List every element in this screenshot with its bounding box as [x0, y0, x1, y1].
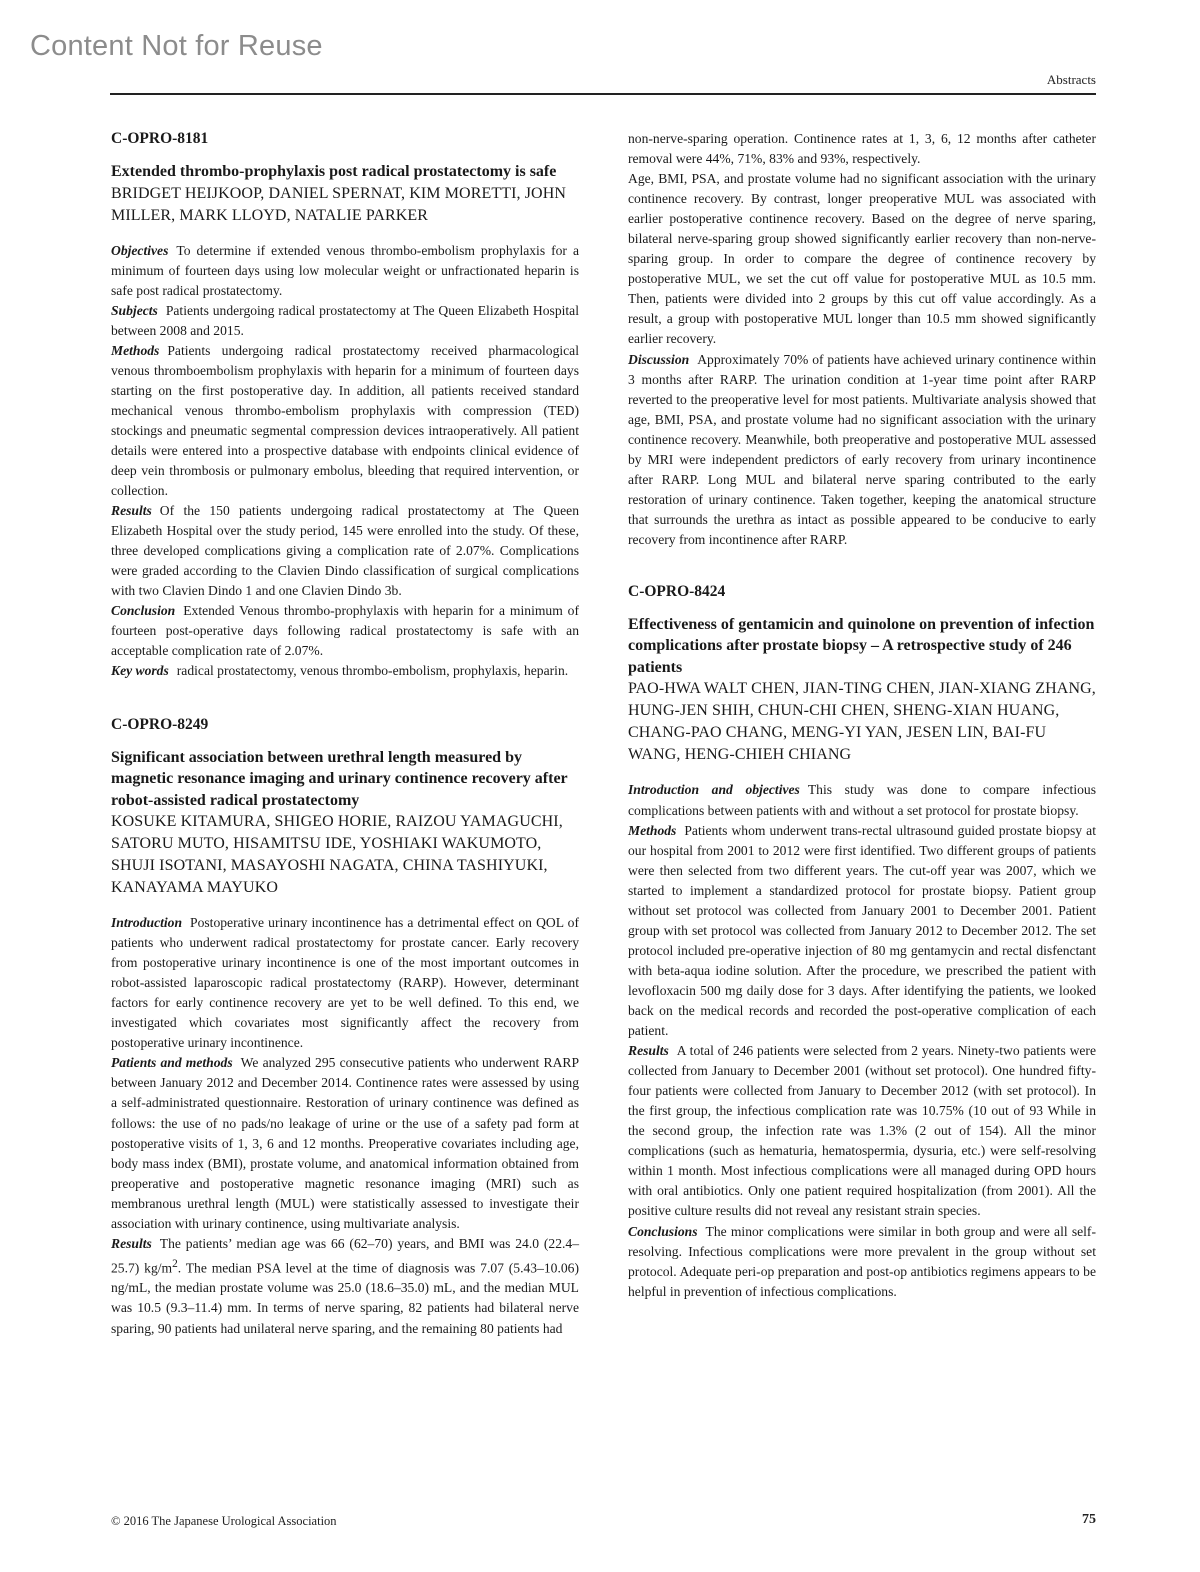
right-column — [628, 129, 1096, 1302]
section-text: We analyzed 295 consecutive patients who underwent RARP between January 2012 and December 2014. Continence rates were assessed by using a self-administrated questionnaire. Restoration of urinary continence was defined as follows: the use of no pads/no leakage of urine or the use of a safety pad form at postoperative visits of 1, 3, 6 and 12 months. Preoperative covariates including age, body mass index (BMI), prostate volume, and anatomical information obtained from preoperative and postoperative magnetic resonance imaging (MRI) such as membranous urethral length (MUL) were statistically assessed to investigate their association with urinary continence, using multivariate analysis. — [111, 1055, 580, 1231]
section-heading: Discussion — [628, 351, 690, 367]
header-rule — [110, 93, 1096, 95]
abstract-code: C-OPRO-8424 — [628, 582, 726, 600]
section-text: To determine if extended venous thrombo-embolism prophylaxis for a minimum of fourteen days using low molecular weight or unfractionated heparin is safe post radical prostatectomy. — [111, 242, 579, 298]
footer-copyright: © 2016 The Japanese Urological Association — [111, 1514, 337, 1528]
section-text: A total of 246 patients were selected from 2 years. Ninety-two patients were collected from January to December 2001 (without set protocol). One hundred fifty-four patients were collected from January to December 2012 (with set protocol). In the first group, the infectious complication rate was 10.75% (10 out of 93 While in the second group, the infection rate was 1.3% (2 out of 154). All the minor complications (such as hematuria, hematospermia, dysuria, etc.) were self-resolving within 1 month. Most infectious complications were all managed during OPD hours with oral antibiotics. Only one patient required hospitalization (from 2001). All the positive culture results did not reveal any resistant strain species. — [628, 1043, 1096, 1219]
section-text: Patients undergoing radical prostatectomy received pharmacological venous thromboembolism prophylaxis with heparin for a minimum of fourteen days starting on the first postoperative day. In addition, all patients received standard mechanical venous thrombo-embolism prophylaxis with compression (TED) stockings and pneumatic segmental compression devices intraoperatively. All patient details were entered into a prospective database with endpoints clinical evidence of deep vein thrombosis or pulmonary embolus, bleeding that required intervention, or collection. — [111, 342, 579, 499]
abstract-title: Effectiveness of gentamicin and quinolone on prevention of infection complications after prostate biopsy – A retrospective study of 246 patients — [628, 615, 1095, 676]
watermark: Content Not for Reuse — [30, 30, 323, 62]
section-key-words — [111, 661, 579, 681]
section-conclusions — [628, 1222, 1096, 1302]
section-text-cont: . The median PSA level at the time of diagnosis was 7.07 (5.43–10.06) ng/mL, the median prostate volume was 25.0 (18.6–35.0) mL, and the median MUL was 10.5 (9.3–11.4) mm. In terms of nerve sparing, 82 patients had bilateral nerve sparing, 90 patients had unilateral nerve sparing, and the remaining 80 patients had — [111, 1260, 579, 1336]
section-text: Postoperative urinary incontinence has a detrimental effect on QOL of patients who underwent radical prostatectomy for prostate cancer. Early recovery from postoperative urinary incontinence is one of the most important outcomes in robot-assisted laparoscopic radical prostatectomy (RARP). However, determinant factors for early continence recovery are yet to be well defined. To this end, we investigated which covariates most significantly affect the recovery from postoperative urinary incontinence. — [111, 915, 579, 1051]
section-conclusion — [111, 601, 579, 661]
section-heading: Introduction — [111, 915, 183, 931]
section-text: The patients’ median age was 66 (62–70) years, and BMI was 24.0 (22.4–25.7) kg/m — [111, 1235, 579, 1276]
abstract-c-opro-8424 — [628, 582, 1096, 1302]
section-heading: Key words — [111, 663, 169, 679]
section-discussion — [628, 350, 1096, 550]
abstract-code: C-OPRO-8249 — [111, 715, 209, 733]
section-text: Patients whom underwent trans-rectal ultrasound guided prostate biopsy at our hospital from 2001 to 2012 were first identified. Two different groups of patients were then selected from two different years. The cut-off year was 2007, which we started to implement a standardized protocol for prostate biopsy. Patient group without set protocol was collected from January 2001 to December 2001. Patient group with set protocol was collected from January 2012 to December 2012. The set protocol included pre-operative injection of 80 mg gentamycin and rectal disfenctant with beta-aqua iodine solution. After the procedure, we prescribed the patient with levofloxacin 500 mg daily dose for 3 days. After identifying the patients, we looked back on the medical records and recorded the post-operative complication of each patient. — [628, 822, 1096, 1039]
section-heading: Patients and methods — [111, 1055, 233, 1071]
abstract-authors: PAO-HWA WALT CHEN, JIAN-TING CHEN, JIAN-XIANG ZHANG, HUNG-JEN SHIH, CHUN-CHI CHEN, SHENG-XIAN HUANG, CHANG-PAO CHANG, MENG-YI YAN, JESEN LIN, BAI-FU WANG, HENG-CHIEH CHIANG — [628, 680, 1096, 764]
section-heading: Introduction and objectives — [628, 782, 800, 798]
section-introduction-and-objectives — [628, 780, 1096, 820]
continuation-paragraph: non-nerve-sparing operation. Continence rates at 1, 3, 6, 12 months after catheter removal were 44%, 71%, 83% and 93%, respectively. — [628, 131, 1096, 167]
section-results — [111, 1234, 579, 1339]
page-number: 75 — [1082, 1512, 1096, 1527]
section-text: The minor complications were similar in both group and were all self-resolving. Infectious complications were more prevalent in the group without set protocol. Adequate peri-op preparation and post-op antibiotics regimens appears to be helpful in prevention of infectious complications. — [628, 1223, 1096, 1299]
section-heading: Subjects — [111, 302, 158, 318]
section-text: radical prostatectomy, venous thrombo-embolism, prophylaxis, heparin. — [176, 663, 569, 679]
superscript: 2 — [172, 1257, 178, 1270]
section-text: Extended Venous thrombo-prophylaxis with heparin for a minimum of fourteen post-operative days following radical prostatectomy is safe with an acceptable complication rate of 2.07%. — [111, 603, 579, 659]
section-text: Patients undergoing radical prostatectomy at The Queen Elizabeth Hospital between 2008 and 2015. — [111, 302, 579, 338]
section-text: This study was done to compare infectious complications between patients with and without a set protocol for prostate biopsy. — [628, 782, 1096, 818]
section-heading: Conclusion — [111, 603, 176, 619]
section-text: Approximately 70% of patients have achieved urinary continence within 3 months after RARP. The urination condition at 1-year time point after RARP reverted to the preoperative level for most patients. Multivariate analysis showed that age, BMI, PSA, and prostate volume had no significant association with the urinary continence recovery. Meanwhile, both preoperative and postoperative MUL assessed by MRI were independent predictors of early recovery from urinary incontinence after RARP. Long MUL and bilateral nerve sparing contributed to the early restoration of urinary continence. Taken together, keeping the anatomical structure that surrounds the urethra as intact as possible appeared to be conducive to early recovery from incontinence after RARP. — [628, 351, 1096, 547]
section-heading: Objectives — [111, 242, 169, 258]
section-heading: Methods — [111, 342, 160, 358]
abstract-c-opro-8181 — [111, 129, 579, 682]
section-heading: Methods — [628, 822, 677, 838]
left-column — [111, 129, 579, 1339]
abstract-code: C-OPRO-8181 — [111, 130, 209, 147]
section-text: Of the 150 patients undergoing radical prostatectomy at The Queen Elizabeth Hospital over the study period, 145 were enrolled into the study. Of these, three developed complications giving a complication rate of 2.07%. Complications were graded according to the Clavien Dindo classification of surgical complications with two Clavien Dindo 1 and one Clavien Dindo 3b. — [111, 503, 579, 599]
running-head: Abstracts — [1046, 72, 1096, 87]
abstract-authors: KOSUKE KITAMURA, SHIGEO HORIE, RAIZOU YAMAGUCHI, SATORU MUTO, HISAMITSU IDE, YOSHIAKI WAKUMOTO, SHUJI ISOTANI, MASAYOSHI NAGATA, CHINA TASHIYUKI, KANAYAMA MAYUKO — [111, 813, 563, 897]
section-objectives — [111, 241, 579, 301]
section-heading: Results — [628, 1043, 669, 1059]
section-subjects — [111, 301, 579, 341]
section-results — [628, 1041, 1096, 1221]
section-methods — [111, 341, 579, 501]
section-results — [111, 501, 579, 601]
section-patients-and-methods — [111, 1053, 579, 1233]
abstract-title: Extended thrombo-prophylaxis post radical prostatectomy is safe — [111, 163, 557, 180]
section-introduction — [111, 913, 579, 1053]
abstract-title: Significant association between urethral length measured by magnetic resonance imaging and urinary continence recovery after robot-assisted radical prostatectomy — [111, 748, 568, 809]
section-heading: Results — [111, 1235, 152, 1251]
section-heading: Conclusions — [628, 1223, 698, 1239]
abstract-authors: BRIDGET HEIJKOOP, DANIEL SPERNAT, KIM MORETTI, JOHN MILLER, MARK LLOYD, NATALIE PARKER — [111, 184, 567, 224]
continuation-paragraph: Age, BMI, PSA, and prostate volume had no significant association with the urinary continence recovery. By contrast, longer preoperative MUL was associated with earlier postoperative continence recovery. Based on the degree of nerve sparing, bilateral nerve-sparing group showed significantly earlier recovery than non-nerve-sparing group. In order to compare the degree of continence recovery by postoperative MUL, we set the cut off value for postoperative MUL as 10.5 mm. Then, patients were divided into 2 groups by this cut off value accordingly. As a result, a group with postoperative MUL longer than 10.5 mm showed significantly earlier recovery. — [628, 171, 1096, 347]
abstract-c-opro-8249 — [111, 715, 579, 1339]
abstract-c-opro-8249-continued — [628, 129, 1096, 550]
section-heading: Results — [111, 503, 152, 519]
section-methods — [628, 821, 1096, 1042]
